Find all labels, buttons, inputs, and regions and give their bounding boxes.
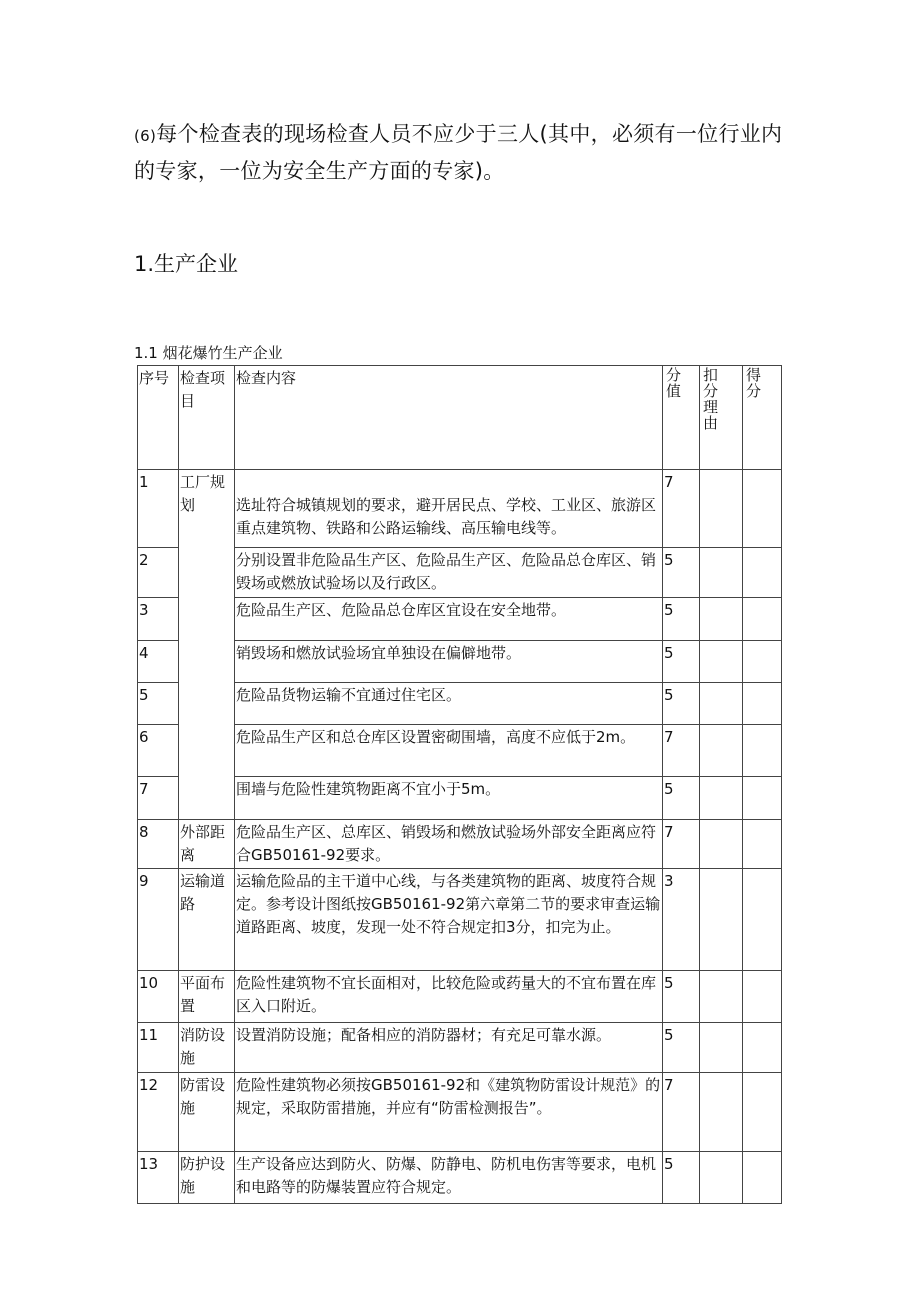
- row-score: 5: [663, 598, 700, 641]
- table-row: [138, 777, 782, 820]
- row-content: 生产设备应达到防火、防爆、防静电、防机电伤害等要求，电机和电路等的防爆装置应符合规定。: [235, 1152, 663, 1204]
- row-score: 3: [663, 869, 700, 971]
- header-item: 检查项目: [179, 366, 235, 470]
- row-score: 7: [663, 725, 700, 777]
- row-result: [743, 641, 782, 683]
- group-distance: 外部距离: [179, 820, 235, 869]
- row-deduct: [700, 683, 743, 725]
- table-header-row: [138, 366, 782, 470]
- row-content: 危险性建筑物必须按GB50161-92和《建筑物防雷设计规范》的规定，采取防雷措施，并应有“防雷检测报告”。: [235, 1073, 663, 1152]
- row-result: [743, 683, 782, 725]
- row-score: 5: [663, 1152, 700, 1204]
- group-road: 运输道路: [179, 869, 235, 971]
- group-plant: 工厂规划: [179, 470, 235, 820]
- row-score: 5: [663, 683, 700, 725]
- row-content: 选址符合城镇规划的要求，避开居民点、学校、工业区、旅游区重点建筑物、铁路和公路运输线、高压输电线等。: [235, 470, 663, 548]
- row-result: [743, 1152, 782, 1204]
- table-row: [138, 820, 782, 869]
- table-row: [138, 641, 782, 683]
- row-deduct: [700, 548, 743, 598]
- header-content: 检查内容: [235, 366, 663, 470]
- header-score-cell: [663, 366, 700, 470]
- section-title: 1.生产企业: [134, 252, 239, 276]
- row-content: 危险品生产区、危险品总仓库区宜设在安全地带。: [235, 598, 663, 641]
- table-row: [138, 470, 782, 548]
- row-deduct: [700, 777, 743, 820]
- row-no: 4: [138, 641, 179, 683]
- header-score: 分值: [666, 366, 682, 400]
- row-result: [743, 1073, 782, 1152]
- group-lightning: 防雷设施: [179, 1073, 235, 1152]
- header-result: 得分: [746, 366, 762, 400]
- row-deduct: [700, 1152, 743, 1204]
- row-content: 危险品生产区、总库区、销毁场和燃放试验场外部安全距离应符合GB50161-92要求。: [235, 820, 663, 869]
- row-content: 危险品生产区和总仓库区设置密砌围墙，高度不应低于2m。: [235, 725, 663, 777]
- row-no: 11: [138, 1023, 179, 1073]
- intro-text: 每个检查表的现场检查人员不应少于三人(其中，必须有一位行业内的专家，一位为安全生产方面的专家)。: [134, 122, 783, 183]
- table-row: [138, 683, 782, 725]
- row-no: 1: [138, 470, 179, 548]
- row-deduct: [700, 971, 743, 1023]
- row-deduct: [700, 470, 743, 548]
- row-content: 危险品货物运输不宜通过住宅区。: [235, 683, 663, 725]
- row-score: 5: [663, 641, 700, 683]
- row-no: 3: [138, 598, 179, 641]
- row-result: [743, 725, 782, 777]
- row-score: 7: [663, 820, 700, 869]
- table-row: [138, 869, 782, 971]
- intro-paragraph: [134, 117, 794, 189]
- intro-number: (6): [134, 127, 157, 145]
- row-score: 5: [663, 777, 700, 820]
- table-row: [138, 598, 782, 641]
- row-deduct: [700, 820, 743, 869]
- row-no: 13: [138, 1152, 179, 1204]
- table-row: [138, 1073, 782, 1152]
- row-result: [743, 820, 782, 869]
- row-deduct: [700, 1073, 743, 1152]
- table-row: [138, 548, 782, 598]
- row-deduct: [700, 869, 743, 971]
- table-row: [138, 1023, 782, 1073]
- row-score: 5: [663, 971, 700, 1023]
- inspection-table: [137, 365, 782, 1204]
- row-content: 危险性建筑物不宜长面相对，比较危险或药量大的不宜布置在库区入口附近。: [235, 971, 663, 1023]
- row-no: 8: [138, 820, 179, 869]
- row-deduct: [700, 725, 743, 777]
- row-content: 运输危险品的主干道中心线，与各类建筑物的距离、坡度符合规定。参考设计图纸按GB50161-92第六章第二节的要求审查运输道路距离、坡度，发现一处不符合规定扣3分，扣完为止。: [235, 869, 663, 971]
- row-result: [743, 869, 782, 971]
- row-content: 销毁场和燃放试验场宜单独设在偏僻地带。: [235, 641, 663, 683]
- row-content: 围墙与危险性建筑物距离不宜小于5m。: [235, 777, 663, 820]
- row-score: 5: [663, 548, 700, 598]
- row-deduct: [700, 1023, 743, 1073]
- row-no: 5: [138, 683, 179, 725]
- row-no: 10: [138, 971, 179, 1023]
- row-result: [743, 777, 782, 820]
- row-deduct: [700, 641, 743, 683]
- row-result: [743, 548, 782, 598]
- header-result-cell: [743, 366, 782, 470]
- table-row: [138, 725, 782, 777]
- row-result: [743, 971, 782, 1023]
- row-no: 7: [138, 777, 179, 820]
- row-no: 9: [138, 869, 179, 971]
- row-no: 2: [138, 548, 179, 598]
- row-result: [743, 1023, 782, 1073]
- row-content: 设置消防设施；配备相应的消防器材；有充足可靠水源。: [235, 1023, 663, 1073]
- row-score: 5: [663, 1023, 700, 1073]
- row-no: 6: [138, 725, 179, 777]
- group-protect: 防护设施: [179, 1152, 235, 1204]
- row-content: 分别设置非危险品生产区、危险品生产区、危险品总仓库区、销毁场或燃放试验场以及行政区。: [235, 548, 663, 598]
- header-deduct: 扣分理由: [703, 366, 719, 432]
- table-row: [138, 971, 782, 1023]
- group-layout: 平面布置: [179, 971, 235, 1023]
- table-row: [138, 1152, 782, 1204]
- table-caption: 1.1 烟花爆竹生产企业: [134, 344, 283, 362]
- row-result: [743, 470, 782, 548]
- header-deduct-cell: [700, 366, 743, 470]
- row-deduct: [700, 598, 743, 641]
- group-fire: 消防设施: [179, 1023, 235, 1073]
- header-no: 序号: [138, 366, 179, 470]
- row-score: 7: [663, 1073, 700, 1152]
- row-result: [743, 598, 782, 641]
- row-no: 12: [138, 1073, 179, 1152]
- row-score: 7: [663, 470, 700, 548]
